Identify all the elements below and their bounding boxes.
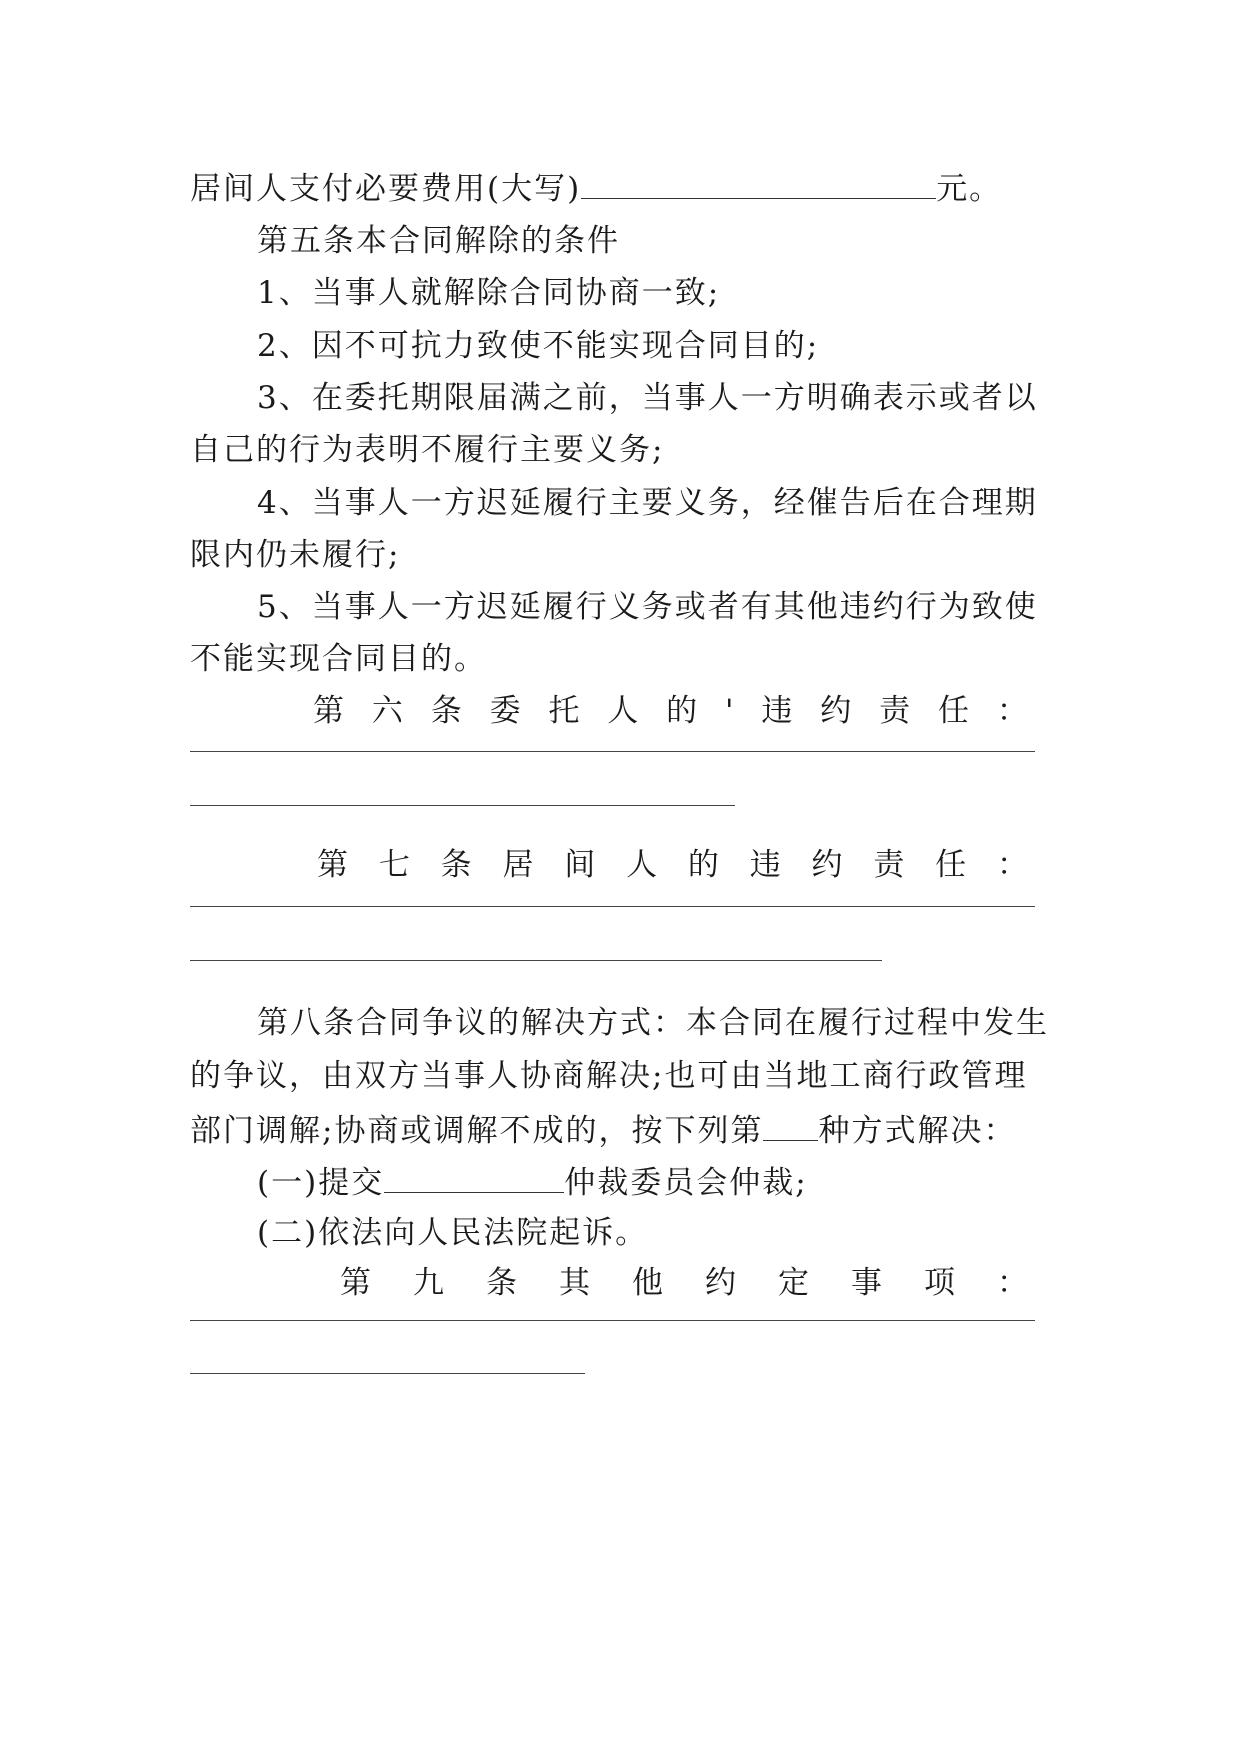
article-6-char: '	[725, 693, 734, 729]
article-9-char: 其	[559, 1265, 590, 1301]
article-8-option-1	[257, 1156, 1052, 1206]
resolution-method-blank[interactable]	[763, 1104, 818, 1141]
article-6-char: 委	[489, 693, 521, 729]
article-9-char: 项	[924, 1265, 955, 1301]
fee-amount-blank[interactable]	[581, 162, 936, 199]
article-7-char: 的	[687, 847, 719, 883]
arbitration-commission-blank[interactable]	[384, 1156, 564, 1193]
article-9-char: 他	[632, 1265, 663, 1301]
article-7-blank-line-2[interactable]	[190, 960, 882, 961]
article-9-char: 约	[705, 1265, 736, 1301]
fee-unit: 元。	[936, 171, 1003, 207]
article-8-line-3	[190, 1104, 1052, 1154]
article-7-blank-line-1[interactable]	[190, 906, 1035, 907]
article-7-char: 第	[317, 847, 348, 883]
article-9-char: 条	[486, 1265, 517, 1301]
article-6-char: 第	[313, 693, 344, 729]
article-6-blank-line-2[interactable]	[190, 805, 735, 806]
article-9-char: 事	[851, 1265, 882, 1301]
article-6-char: 条	[430, 693, 462, 729]
article-7-char: 任	[935, 847, 967, 883]
article-6-char: 约	[820, 693, 852, 729]
article-7-char: 约	[811, 847, 843, 883]
article-8-line-3-prefix: 部门调解;协商或调解不成的，按下列第	[190, 1113, 764, 1149]
fee-line	[190, 162, 1052, 212]
article-5-item-5-line-2: 不能实现合同目的。	[190, 641, 487, 677]
article-6-title	[313, 686, 1028, 736]
article-6-char: 违	[761, 693, 793, 729]
article-5-item-4-line-2: 限内仍未履行;	[190, 537, 401, 573]
article-9-char: 第	[340, 1265, 371, 1301]
article-5-item-5-line-1: 5、当事人一方迟延履行义务或者有其他违约行为致使	[257, 589, 1038, 625]
article-6-char: 人	[607, 693, 639, 729]
article-8-option-2: (二)依法向人民法院起诉。	[257, 1215, 649, 1251]
article-6-char: 托	[548, 693, 580, 729]
article-7-title	[317, 840, 1028, 890]
article-7-char: 居	[502, 847, 534, 883]
article-8-line-1: 第八条合同争议的解决方式：本合同在履行过程中发生	[257, 1005, 1049, 1041]
article-6-char: ：	[996, 693, 1028, 729]
option-1-prefix: (一)提交	[257, 1165, 385, 1201]
article-7-char: 间	[564, 847, 596, 883]
article-7-char: 人	[626, 847, 658, 883]
fee-label: 居间人支付必要费用(大写)	[190, 171, 582, 207]
article-6-char: 任	[937, 693, 969, 729]
article-5-item-1: 1、当事人就解除合同协商一致;	[257, 275, 721, 311]
article-7-char: 条	[440, 847, 472, 883]
article-7-char: 违	[749, 847, 781, 883]
article-9-title	[340, 1258, 1028, 1308]
article-9-blank-line-1[interactable]	[190, 1320, 1035, 1321]
article-5-item-3-line-1: 3、在委托期限届满之前，当事人一方明确表示或者以	[257, 380, 1038, 416]
article-6-char: 责	[879, 693, 911, 729]
article-7-char: 七	[378, 847, 410, 883]
article-9-char: 九	[413, 1265, 444, 1301]
article-8-line-2: 的争议，由双方当事人协商解决;也可由当地工商行政管理	[190, 1058, 1028, 1094]
article-7-char: ：	[996, 847, 1028, 883]
article-9-char: 定	[778, 1265, 809, 1301]
article-9-char: ：	[997, 1265, 1028, 1301]
article-5-item-3-line-2: 自己的行为表明不履行主要义务;	[190, 432, 665, 468]
article-6-char: 的	[666, 693, 698, 729]
article-5-item-2: 2、因不可抗力致使不能实现合同目的;	[257, 328, 820, 364]
article-6-char: 六	[371, 693, 403, 729]
article-5-title: 第五条本合同解除的条件	[257, 223, 620, 259]
option-1-suffix: 仲裁委员会仲裁;	[564, 1165, 808, 1201]
article-5-item-4-line-1: 4、当事人一方迟延履行主要义务，经催告后在合理期	[257, 485, 1038, 521]
article-6-blank-line-1[interactable]	[190, 751, 1035, 752]
article-7-char: 责	[873, 847, 905, 883]
article-8-line-3-suffix: 种方式解决：	[818, 1113, 1017, 1149]
article-9-blank-line-2[interactable]	[190, 1373, 585, 1374]
